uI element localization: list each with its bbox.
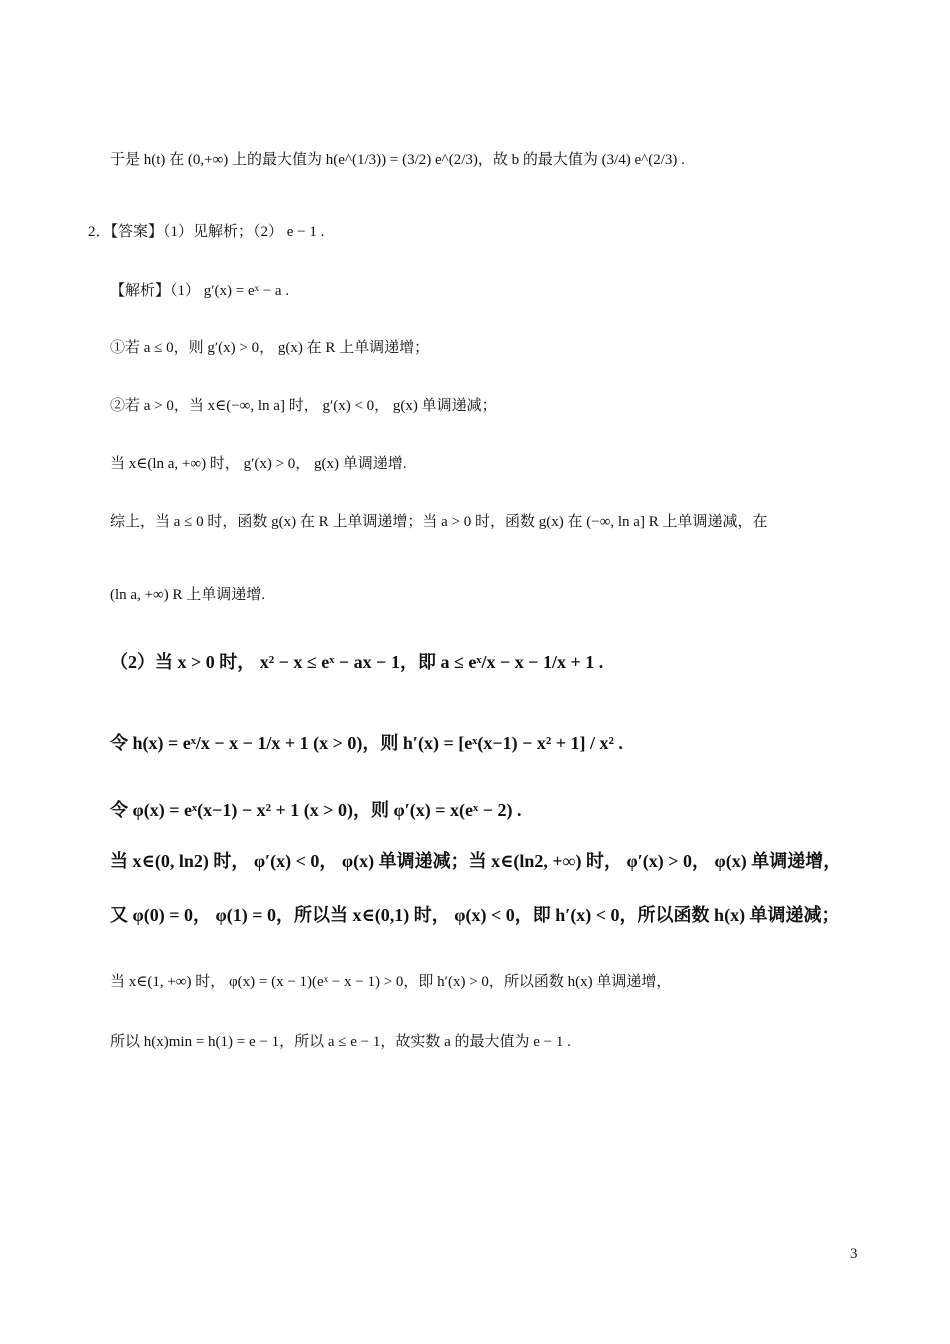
- line-11: 令 φ(x) = eˣ(x−1) − x² + 1 (x > 0)，则 φ′(x) = x(eˣ − 2) .: [110, 800, 522, 820]
- line-3: 【解析】（1） g′(x) = eˣ − a .: [110, 283, 290, 299]
- line-7: 综上，当 a ≤ 0 时，函数 g(x) 在 R 上单调递增；当 a > 0 时，函数 g(x) 在 (−∞, ln a] R 上单调递减，在: [110, 514, 768, 530]
- line-13: 又 φ(0) = 0， φ(1) = 0，所以当 x∈(0,1) 时， φ(x) < 0，即 h′(x) < 0，所以函数 h(x) 单调递减；: [110, 905, 840, 925]
- line-2: 2．【答案】（1）见解析；（2） e − 1 .: [88, 224, 325, 240]
- line-15: 所以 h(x)min = h(1) = e − 1，所以 a ≤ e − 1，故实数 a 的最大值为 e − 1 .: [110, 1034, 571, 1050]
- line-4: ①若 a ≤ 0，则 g′(x) > 0， g(x) 在 R 上单调递增；: [110, 340, 430, 356]
- line-1: 于是 h(t) 在 (0,+∞) 上的最大值为 h(e^(1/3)) = (3/2) e^(2/3)，故 b 的最大值为 (3/4) e^(2/3) .: [110, 152, 685, 168]
- line-14: 当 x∈(1, +∞) 时， φ(x) = (x − 1)(eˣ − x − 1) > 0，即 h′(x) > 0，所以函数 h(x) 单调递增，: [110, 974, 672, 990]
- line-5: ②若 a > 0，当 x∈(−∞, ln a] 时， g′(x) < 0， g(x) 单调递减；: [110, 398, 497, 414]
- line-9: （2）当 x > 0 时， x² − x ≤ eˣ − ax − 1，即 a ≤ eˣ/x − x − 1/x + 1 .: [110, 652, 604, 672]
- page-number: 3: [850, 1246, 858, 1262]
- line-10: 令 h(x) = eˣ/x − x − 1/x + 1 (x > 0)，则 h′(x) = [eˣ(x−1) − x² + 1] / x² .: [110, 733, 623, 753]
- line-8: (ln a, +∞) R 上单调递增.: [110, 587, 265, 603]
- line-6: 当 x∈(ln a, +∞) 时， g′(x) > 0， g(x) 单调递增.: [110, 456, 407, 472]
- line-12: 当 x∈(0, ln2) 时， φ′(x) < 0， φ(x) 单调递减；当 x∈(ln2, +∞) 时， φ′(x) > 0， φ(x) 单调递增，: [110, 851, 842, 871]
